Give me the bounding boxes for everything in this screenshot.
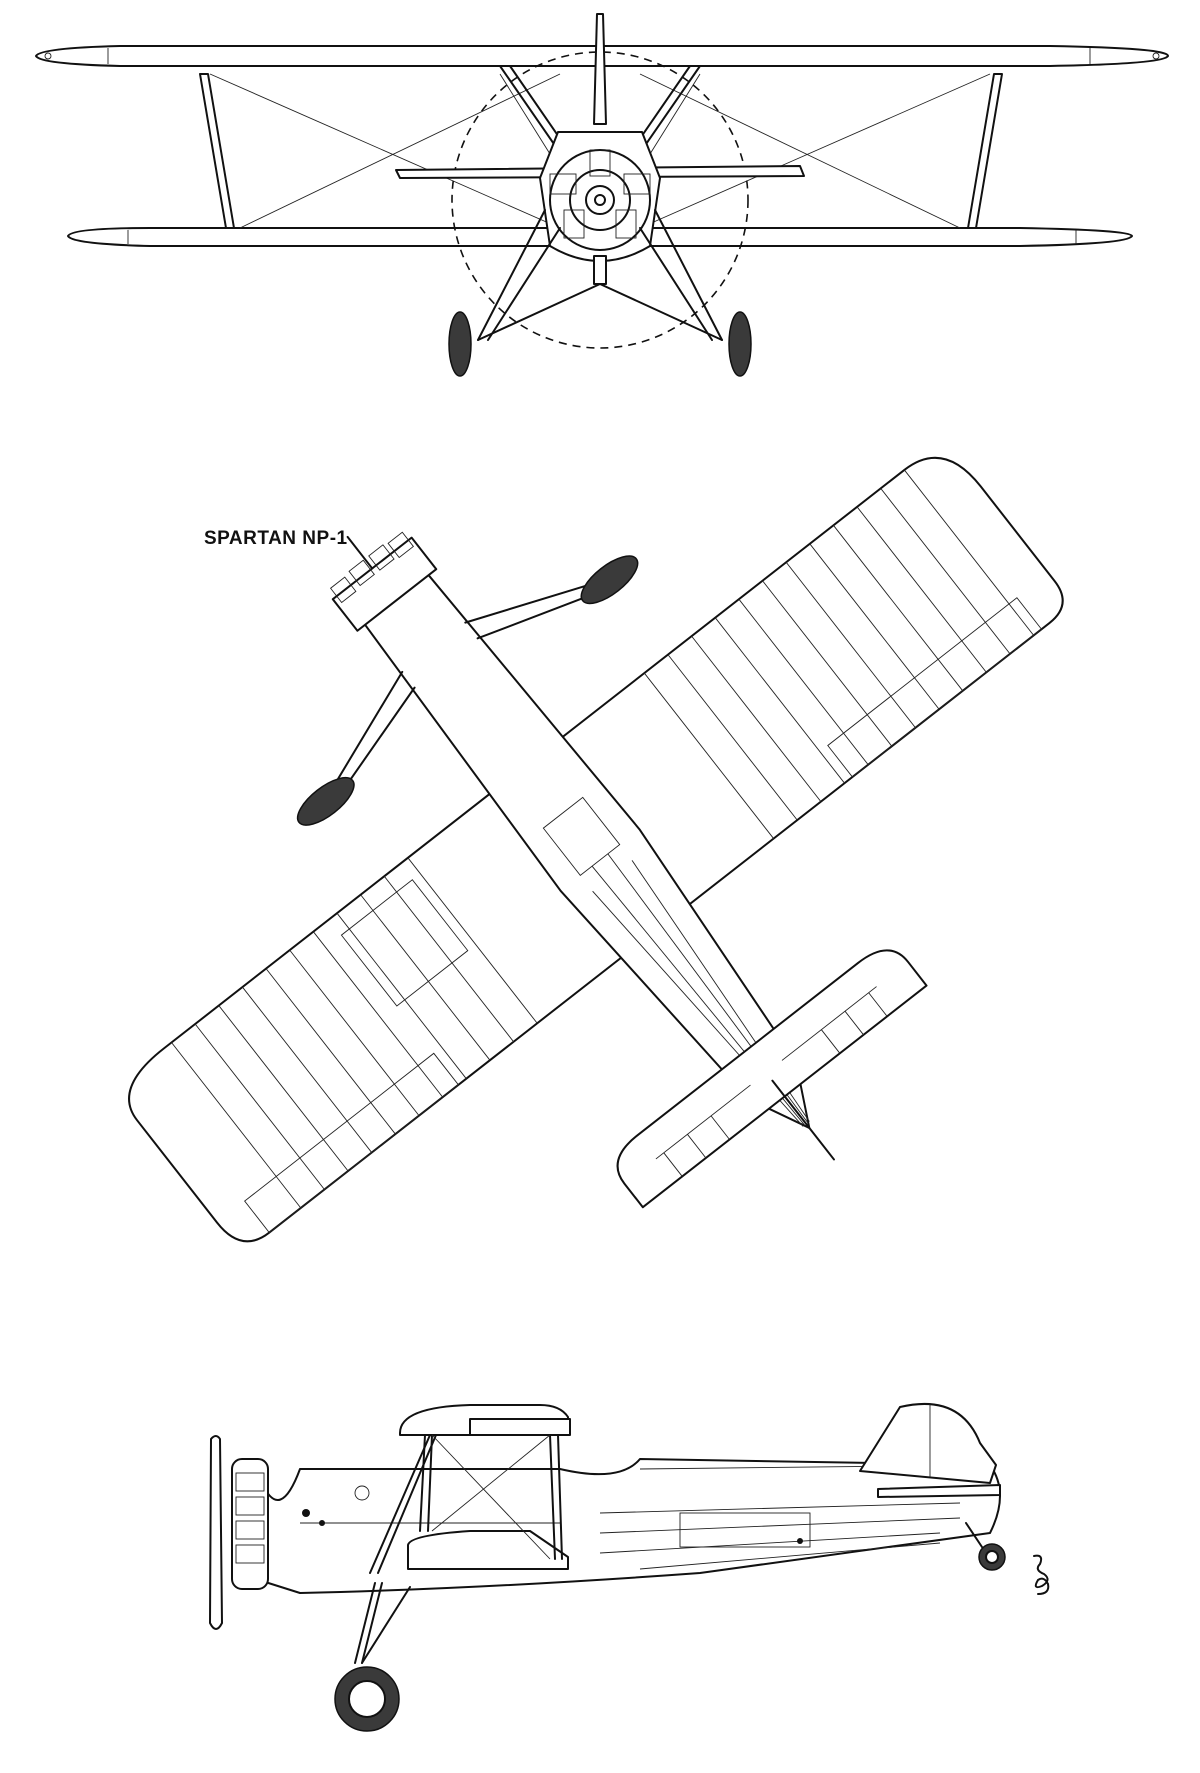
propeller-side: [210, 1436, 222, 1629]
vertical-fin-front: [594, 14, 606, 124]
front-view: [0, 0, 1200, 400]
aircraft-designation-label: SPARTAN NP-1: [204, 528, 348, 549]
left-wheel-front: [449, 312, 471, 376]
left-wheel-plan: [290, 769, 361, 833]
left-interplane-strut: [200, 74, 234, 228]
prop-hub: [594, 256, 606, 284]
radial-engine-side: [232, 1459, 268, 1589]
engine-cowling: [540, 132, 660, 261]
main-landing-gear-side: [355, 1583, 410, 1663]
artist-signature-mark: [1020, 1550, 1060, 1600]
right-wheel-plan: [574, 548, 645, 612]
propeller-plan: [348, 537, 373, 569]
vertical-tail-side: [860, 1404, 996, 1483]
right-interplane-strut: [968, 74, 1002, 228]
right-wheel-front: [729, 312, 751, 376]
fuselage-side: [262, 1459, 1000, 1593]
plan-view: [0, 440, 1200, 1400]
